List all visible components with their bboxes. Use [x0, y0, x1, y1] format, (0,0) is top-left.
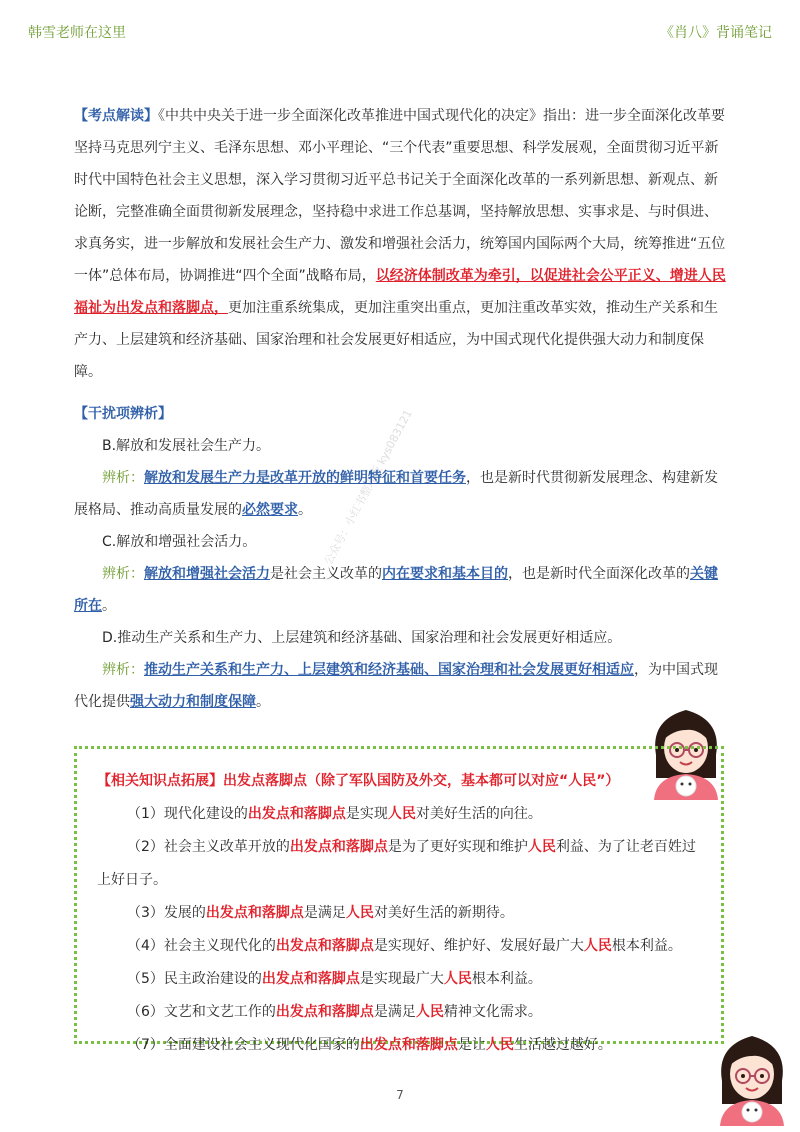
analysis-c [74, 558, 730, 622]
kaodian-paragraph [74, 100, 730, 388]
kaodian-text-2: 更加注重系统集成，更加注重突出重点，更加注重改革实效，推动生产关系和生产力、上层建筑和经济基础、国家治理和社会发展更好相适应，为中国式现代化提供强大动力和制度保障。 [74, 300, 718, 380]
item-people: 人民 [527, 839, 556, 855]
item-post: 生活越过越好。 [513, 1037, 612, 1053]
item-post: 对美好生活的向往。 [415, 806, 542, 822]
item-mid: 是实现 [345, 806, 388, 822]
analysis-label: 辨析： [102, 662, 144, 678]
analysis-d-hl2: 强大动力和制度保障 [130, 694, 256, 710]
item-key: 出发点和落脚点 [275, 1004, 374, 1020]
interference-section [74, 398, 730, 718]
item-people: 人民 [345, 905, 374, 921]
item-post: 根本利益。 [611, 938, 682, 954]
kaodian-tag: 【考点解读】 [74, 108, 158, 124]
item-mid: 是为了更好实现和维护 [387, 839, 528, 855]
analysis-b-mid: ，也是新时代贯彻新发展理念、构建新发展格局、推动高质量发展的 [74, 470, 718, 518]
interference-tag: 【干扰项辨析】 [74, 406, 172, 422]
extension-title [97, 765, 707, 798]
extension-item [97, 963, 707, 996]
analysis-c-mid: 是社会主义改革的 [270, 566, 382, 582]
item-key: 出发点和落脚点 [261, 971, 360, 987]
item-people: 人民 [443, 971, 472, 987]
kaodian-highlight: 以经济体制改革为牵引，以促进社会公平正义、增进人民福祉为出发点和落脚点， [74, 268, 726, 316]
analysis-c-hl1: 解放和增强社会活力 [144, 566, 270, 582]
item-post: 精神文化需求。 [443, 1004, 542, 1020]
analysis-d-hl1: 推动生产关系和生产力、上层建筑和经济基础、国家治理和社会发展更好相适应 [144, 662, 634, 678]
item-mid: 是实现最广大 [359, 971, 444, 987]
extension-item [97, 930, 707, 963]
item-mid: 是满足 [303, 905, 346, 921]
item-pre: （6）文艺和文艺工作的 [127, 1004, 276, 1020]
item-mid: 是满足 [373, 1004, 416, 1020]
item-post: 利益、为了让老百姓过上好日子。 [97, 839, 696, 888]
extension-title-text: 出发点落脚点（除了军队国防及外交，基本都可以对应“人民”） [223, 773, 620, 789]
item-pre: （5）民主政治建设的 [127, 971, 262, 987]
extension-item [97, 798, 707, 831]
item-people: 人民 [485, 1037, 514, 1053]
item-key: 出发点和落脚点 [247, 806, 346, 822]
item-key: 出发点和落脚点 [275, 938, 374, 954]
extension-item [97, 1029, 707, 1062]
cartoon-girl-avatar-bottom [712, 1026, 792, 1126]
option-c: C.解放和增强社会活力。 [102, 534, 257, 550]
item-pre: （7）全面建设社会主义现代化国家的 [127, 1037, 360, 1053]
kaodian-text-1: 《中共中央关于进一步全面深化改革推进中国式现代化的决定》指出：进一步全面深化改革要坚持马克思列宁主义、毛泽东思想、邓小平理论、“三个代表”重要思想、科学发展观，全面贯彻习近平新时代中国特色社会主义思想，深入学习贯彻习近平总书记关于全面深化改革的一系列新思想、新观点、新论断，完整准确全面贯彻新发展理念，坚持稳中求进工作总基调，坚持解放思想、实事求是、与时俱进、求真务实，进一步解放和发展社会生产力、激发和增强社会活力，统筹国内国际两个大局，统筹推进“五位一体”总体布局，协调推进“四个全面”战略布局， [74, 108, 726, 284]
item-post: 根本利益。 [471, 971, 542, 987]
header-author: 韩雪老师在这里 [28, 25, 126, 41]
analysis-d-mid: ，为中国式现代化提供 [74, 662, 718, 710]
analysis-c-end: 。 [102, 598, 116, 614]
item-mid: 是实现好、维护好、发展好最广大 [373, 938, 584, 954]
item-pre: （4）社会主义现代化的 [127, 938, 276, 954]
item-people: 人民 [583, 938, 612, 954]
item-people: 人民 [387, 806, 416, 822]
analysis-d-end: 。 [256, 694, 270, 710]
extension-item [97, 831, 707, 897]
page-number: 7 [396, 1088, 404, 1102]
item-key: 出发点和落脚点 [359, 1037, 458, 1053]
kaodian-section [74, 100, 730, 388]
extension-item [97, 996, 707, 1029]
analysis-b-hl2: 必然要求 [242, 502, 298, 518]
item-key: 出发点和落脚点 [205, 905, 304, 921]
header-book-title: 《肖八》背诵笔记 [660, 25, 772, 41]
extension-item [97, 897, 707, 930]
analysis-label: 辨析： [102, 470, 144, 486]
item-mid: 是让 [457, 1037, 486, 1053]
item-post: 对美好生活的新期待。 [373, 905, 514, 921]
watermark: 公众号：小红书整理版 kys083121 [321, 407, 415, 568]
item-pre: （3）发展的 [127, 905, 206, 921]
item-pre: （1）现代化建设的 [127, 806, 248, 822]
analysis-b-hl1: 解放和发展生产力是改革开放的鲜明特征和首要任务 [144, 470, 466, 486]
item-pre: （2）社会主义改革开放的 [127, 839, 290, 855]
knowledge-extension-box [74, 746, 724, 1053]
analysis-c-mid2: ，也是新时代全面深化改革的 [508, 566, 690, 582]
analysis-b-end: 。 [298, 502, 312, 518]
analysis-b [74, 462, 730, 526]
item-key: 出发点和落脚点 [289, 839, 388, 855]
analysis-label: 辨析： [102, 566, 144, 582]
analysis-d [74, 654, 730, 718]
item-people: 人民 [415, 1004, 444, 1020]
analysis-c-hl2: 内在要求和基本目的 [382, 566, 508, 582]
option-b: B.解放和发展社会生产力。 [102, 438, 271, 454]
analysis-c-hl3: 关键所在 [74, 566, 718, 614]
option-d: D.推动生产关系和生产力、上层建筑和经济基础、国家治理和社会发展更好相适应。 [102, 630, 622, 646]
extension-label: 【相关知识点拓展】 [97, 773, 223, 789]
